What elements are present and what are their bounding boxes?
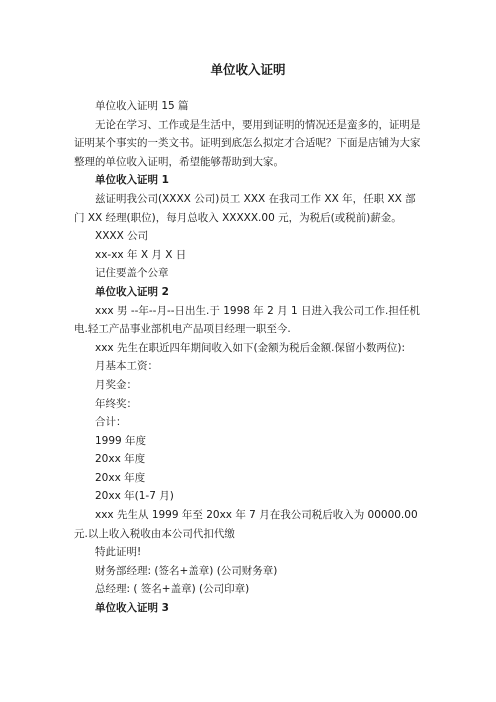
body-paragraph: xxx 先生在职近四年期间收入如下(金额为税后金额.保留小数两位): [95,341,406,354]
body-paragraph: xxx 先生从 1999 年至 20xx 年 7 月在我公司税后收入为 00000.00 元.以上收入税收由本公司代扣代缴 [74,509,418,540]
body-paragraph: xxx 男 --年--月--日出生.于 1998 年 2 月 1 日进入我公司工作.担任机电.轻工产品事业部机电产品项目经理一职至今. [74,304,420,336]
section-heading: 单位收入证明 1 [95,174,169,187]
body-line: 1999 年度 [95,434,147,447]
document-title: 单位收入证明 [210,62,286,77]
body-line: 20xx 年度 [95,453,146,466]
body-line: 记住要盖个公章 [95,267,169,280]
body-line: 20xx 年(1-7 月) [95,490,174,503]
document-body [74,97,422,618]
body-line: 月基本工资： [95,360,158,373]
body-paragraph: 兹证明我公司(XXXX 公司)员工 XXX 在我司工作 XX 年，任职 XX 部门 XX 经理(职位)，每月总收入 XXXXX.00 元，为税后(或税前)薪金。 [74,192,416,224]
body-line: 年终奖： [95,397,137,410]
body-line: 20xx 年度 [95,471,146,484]
body-paragraph: 无论在学习、工作或是生活中，要用到证明的情况还是蛮多的，证明是证明某个事实的一类文书。证明到底怎么拟定才合适呢？下面是店铺为大家整理的单位收入证明，希望能够帮助到大家。 [74,118,421,168]
body-line: 合计： [95,416,127,429]
body-line: xx-xx 年 X 月 X 日 [95,248,187,261]
section-heading: 单位收入证明 2 [95,285,169,298]
body-line: XXXX 公司 [95,230,149,243]
body-line: 特此证明! [95,546,142,559]
body-line: 月奖金： [95,378,137,391]
body-line: 单位收入证明 15 篇 [95,100,189,112]
body-line: 总经理: ( 签名+盖章) (公司印章) [95,583,250,596]
section-heading: 单位收入证明 3 [95,602,169,615]
body-line: 财务部经理: (签名+盖章) (公司财务章) [95,564,278,577]
